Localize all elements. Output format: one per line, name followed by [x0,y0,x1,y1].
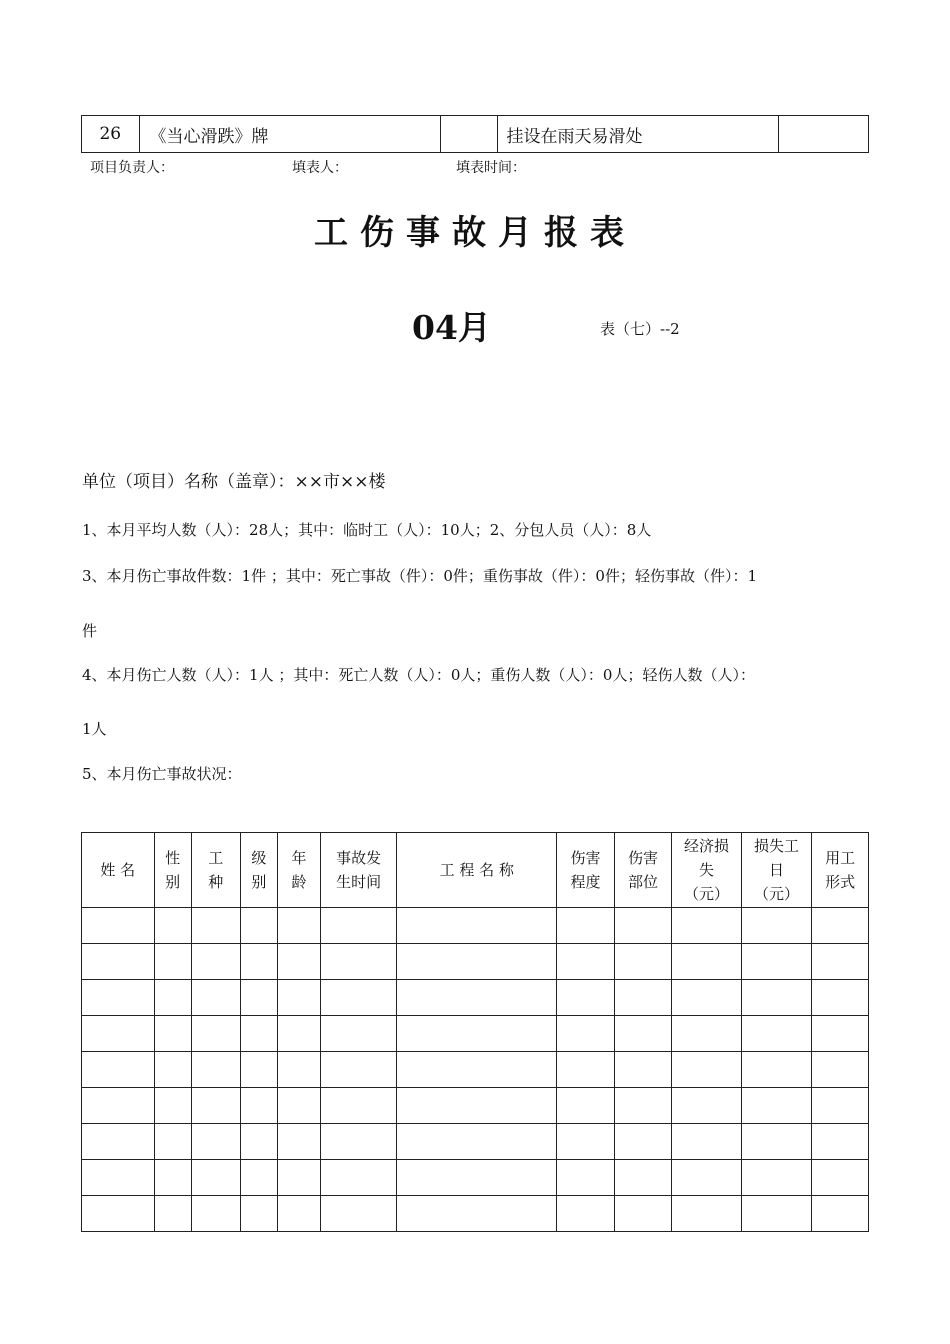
table-cell [321,1124,397,1160]
table-cell [277,908,320,944]
report-month: 04月 [412,308,491,347]
manager-label: 项目负责人： [90,160,174,176]
column-header [397,833,557,908]
table-cell [154,908,191,944]
column-header-text: 损失工 [754,837,800,855]
table-cell [240,908,277,944]
stat-line-3: 3、本月伤亡事故件数：1件 ；其中：死亡事故（件）：0件；重伤事故（件）：0件；轻伤事故（件）：1 [82,567,757,585]
table-cell [741,1124,812,1160]
table-cell [672,944,742,980]
table-cell [557,1016,614,1052]
column-header [614,833,671,908]
column-header-text: 别 [165,873,181,891]
table-row [82,1016,869,1052]
table-cell [812,1196,869,1232]
table-cell [397,944,557,980]
sign-name: 《当心滑跌》牌 [139,116,441,153]
table-row [82,944,869,980]
table-cell [321,1196,397,1232]
stat-line-4-cont: 1人 [82,720,107,738]
location-cell: 挂设在雨天易滑处 [498,116,779,153]
table-cell [240,1052,277,1088]
table-cell [614,1160,671,1196]
column-header-text: 工 程 名 称 [439,861,514,879]
table-cell [614,944,671,980]
table-row [82,908,869,944]
table-cell [672,1160,742,1196]
stat-line-3-cont: 件 [82,622,98,640]
table-cell [741,1160,812,1196]
table-cell [191,908,240,944]
table-cell [672,908,742,944]
table-cell [397,1016,557,1052]
column-header [557,833,614,908]
column-header [277,833,320,908]
table-cell [191,1124,240,1160]
table-cell [672,1196,742,1232]
table-cell [741,1088,812,1124]
column-header-text: 工 [208,849,224,867]
table-cell [277,1052,320,1088]
table-cell [397,980,557,1016]
column-header [240,833,277,908]
note-cell [779,116,869,153]
table-cell [812,1016,869,1052]
table-row [82,1124,869,1160]
column-header-text: 性 [165,849,181,867]
table-cell [397,1160,557,1196]
table-cell [154,1160,191,1196]
table-cell [321,1160,397,1196]
column-header-text: 生时间 [336,873,382,891]
table-cell [672,980,742,1016]
table-cell [741,944,812,980]
column-header-text: 日 [769,861,785,879]
table-cell [191,980,240,1016]
table-cell [557,980,614,1016]
table-cell [240,944,277,980]
table-cell [154,1196,191,1232]
table-cell [812,1160,869,1196]
table-cell [321,944,397,980]
table-cell [82,1052,155,1088]
table-cell [614,1016,671,1052]
stat-line-1: 1、本月平均人数（人）：28人；其中：临时工（人）：10人；2、分包人员（人）：8人 [82,521,652,539]
table-cell [154,1016,191,1052]
column-header [812,833,869,908]
table-cell [557,944,614,980]
table-cell [321,1088,397,1124]
table-cell [741,980,812,1016]
accident-table [81,832,869,1232]
filler-label: 填表人： [292,160,348,176]
column-header [321,833,397,908]
table-cell [557,1124,614,1160]
table-cell [240,1196,277,1232]
column-header-text: 伤害 [570,849,601,867]
table-cell [277,1016,320,1052]
column-header-text: 伤害 [627,849,658,867]
table-cell [154,1124,191,1160]
table-cell [557,1052,614,1088]
table-cell [191,944,240,980]
table-cell [741,908,812,944]
stat-line-5: 5、本月伤亡事故状况： [82,765,242,783]
table-cell [277,944,320,980]
column-header-text: （元） [684,885,730,903]
table-cell [812,908,869,944]
table-cell [557,1160,614,1196]
table-cell [614,908,671,944]
column-header-text: 种 [208,873,224,891]
table-cell [672,1016,742,1052]
stat-line-4: 4、本月伤亡人数（人）：1人 ；其中：死亡人数（人）：0人；重伤人数（人）：0人；轻伤人数（人）： [82,666,755,684]
table-cell [240,1124,277,1160]
table-cell [614,1124,671,1160]
table-row [82,1160,869,1196]
table-cell [277,980,320,1016]
column-header-text: 龄 [291,873,307,891]
table-header-row [82,833,869,908]
table-cell [277,1160,320,1196]
table-cell [614,980,671,1016]
table-row [82,1088,869,1124]
table-cell [741,1016,812,1052]
table-body [82,908,869,1232]
table-cell [812,1052,869,1088]
column-header-text: 部位 [627,873,658,891]
column-header-text: 姓 名 [100,861,136,879]
table-cell [812,1124,869,1160]
column-header-text: 事故发 [336,849,382,867]
table-cell [557,1196,614,1232]
table-cell [82,980,155,1016]
table-cell [397,1052,557,1088]
table-cell [82,1196,155,1232]
column-header-text: 年 [291,849,307,867]
table-cell [812,980,869,1016]
table-cell [82,1088,155,1124]
table-cell [277,1196,320,1232]
table-cell [614,1196,671,1232]
table-cell [240,1160,277,1196]
table-cell [741,1196,812,1232]
table-cell [812,944,869,980]
column-header-text: 形式 [825,873,856,891]
table-cell [191,1160,240,1196]
table-row [82,1196,869,1232]
column-header [672,833,742,908]
form-code: 表（七）--2 [600,320,680,338]
table-cell [397,908,557,944]
row-number: 26 [82,116,140,153]
table-cell [82,908,155,944]
table-cell [82,944,155,980]
table-cell [397,1196,557,1232]
column-header-text: 失 [699,861,715,879]
page-title: 工伤事故月报表 [314,213,636,253]
table-cell [154,1088,191,1124]
table-cell [154,944,191,980]
fill-time-label: 填表时间： [456,160,526,176]
table-cell [240,1016,277,1052]
table-cell [240,980,277,1016]
table-cell [191,1052,240,1088]
table-cell [191,1196,240,1232]
table-cell [277,1124,320,1160]
table-cell [614,1088,671,1124]
table-cell [321,1052,397,1088]
table-cell [240,1088,277,1124]
table-cell [82,1016,155,1052]
table-cell [321,980,397,1016]
quantity-cell [441,116,498,153]
table-cell [741,1052,812,1088]
table-cell [154,1052,191,1088]
table-cell [321,908,397,944]
prev-table-row [81,115,869,153]
column-header [191,833,240,908]
table-cell [557,908,614,944]
table-cell [191,1088,240,1124]
table-cell [614,1052,671,1088]
column-header-text: 经济损 [684,837,730,855]
table-cell [812,1088,869,1124]
table-cell [397,1088,557,1124]
table-cell [191,1016,240,1052]
table-cell [82,1124,155,1160]
column-header-text: 用工 [825,849,856,867]
column-header [741,833,812,908]
table-cell [672,1088,742,1124]
table-cell [557,1088,614,1124]
table-cell [277,1088,320,1124]
column-header-text: 级 [251,849,267,867]
table-cell [154,980,191,1016]
column-header [82,833,155,908]
column-header-text: 程度 [570,873,601,891]
table-cell [82,1160,155,1196]
table-cell [672,1124,742,1160]
table-cell [321,1016,397,1052]
table-row [82,980,869,1016]
column-header [154,833,191,908]
table-cell [397,1124,557,1160]
table-cell [672,1052,742,1088]
unit-name-line: 单位（项目）名称（盖章）：××市××楼 [82,472,386,492]
column-header-text: （元） [754,885,800,903]
table-row [82,1052,869,1088]
column-header-text: 别 [251,873,267,891]
